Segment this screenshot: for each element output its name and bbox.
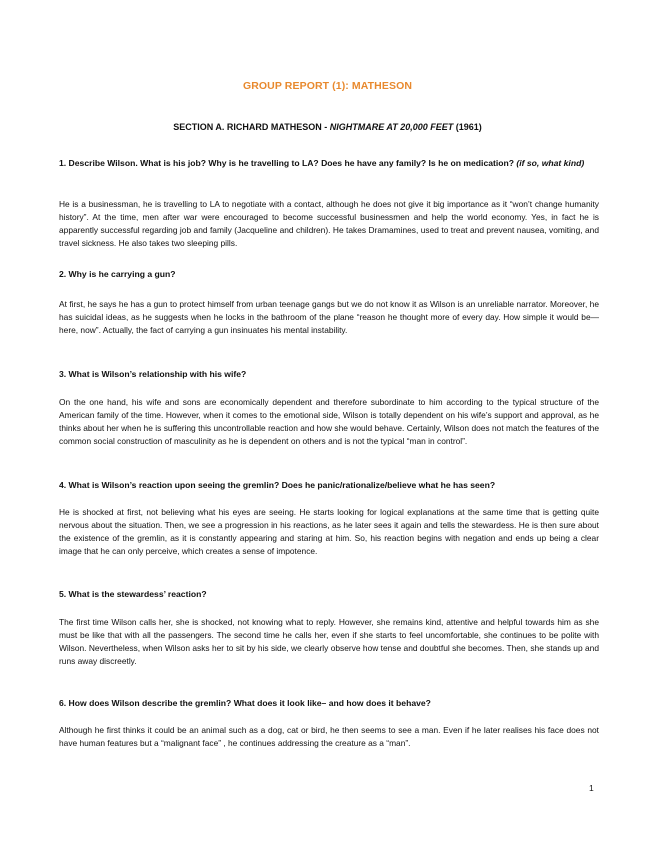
question-1-note: (if so, what kind) xyxy=(516,158,585,168)
question-6: 6. How does Wilson describe the gremlin? What does it look like– and how does it behave? xyxy=(59,698,431,708)
section-year: (1961) xyxy=(453,122,482,132)
section-prefix: SECTION A. RICHARD MATHESON - xyxy=(173,122,330,132)
question-2: 2. Why is he carrying a gun? xyxy=(59,269,176,279)
question-5: 5. What is the stewardess’ reaction? xyxy=(59,589,207,599)
report-title: GROUP REPORT (1): MATHESON xyxy=(242,80,413,92)
question-4: 4. What is Wilson’s reaction upon seeing the gremlin? Does he panic/rationalize/believe what he has seen? xyxy=(59,480,496,490)
work-title: NIGHTMARE AT 20,000 FEET xyxy=(329,122,454,132)
answer-1: He is a businessman, he is travelling to LA to negotiate with a contact, although he does not give it big importance as it “won’t change humanity history”. At the time, men after war were encouraged to become successful businessmen and help the world economy. Yes, in fact he is apparently successful regarding job and family (Jacqueline and children). He takes Dramamines, used to treat and prevent nausea, vomiting, and travel sickness. He also takes two sleeping pills. xyxy=(59,199,599,248)
question-3: 3. What is Wilson’s relationship with his wife? xyxy=(59,369,247,379)
answer-6: Although he first thinks it could be an animal such as a dog, cat or bird, he then seems to see a man. Even if he later realises his face does not have human features but a “malignant face” , he continues addressing the creature as a “man”. xyxy=(59,725,599,748)
answer-5: The first time Wilson calls her, she is shocked, not knowing what to reply. However, she remains kind, attentive and helpful towards him as she must be like that with all the passengers. The second time he calls her, even if she starts to feel uncomfortable, she continues to be polite with Wilson. Nevertheless, when Wilson asks her to sit by his side, we clearly observe how tense and doubtful she becomes. Then, she stands up and runs away discreetly. xyxy=(59,617,599,666)
answer-4: He is shocked at first, not believing what his eyes are seeing. He starts looking for logical explanations at the same time that is getting quite nervous about the situation. Then, we see a progression in his reactions, as he later sees it again and tells the stewardess. He is then sure about the existence of the gremlin, as it is constantly appearing and staring at him. So, his reaction begins with negation and ends up being a clear image that he can only perceive, which creates a sense of impotence. xyxy=(59,507,599,556)
question-1: 1. Describe Wilson. What is his job? Why is he travelling to LA? Does he have any family? Is he on medication? (if so, what kind) xyxy=(59,158,585,168)
page-number: 1 xyxy=(589,783,594,793)
section-heading xyxy=(0,122,655,132)
answer-2: At first, he says he has a gun to protect himself from urban teenage gangs but we do not know it as Wilson is an unreliable narrator. Moreover, he has suicidal ideas, as he suggests when he locks in the bathroom of the plane “reason he thought more of every day. How simple it would be—here, now”. Actually, the fact of carrying a gun insinuates his mental instability. xyxy=(59,299,599,335)
answer-3: On the one hand, his wife and sons are economically dependent and therefore subordinate to him according to the typical structure of the American family of the time. However, when it comes to the emotional side, Wilson is totally dependent on his wife’s support and approval, as he thinks about her when he is suffering this uncontrollable reaction and how she would behave. Certainly, Wilson does not match the features of the common social construction of masculinity as he is dependent on others and is not the typical “man in control”. xyxy=(59,397,599,446)
